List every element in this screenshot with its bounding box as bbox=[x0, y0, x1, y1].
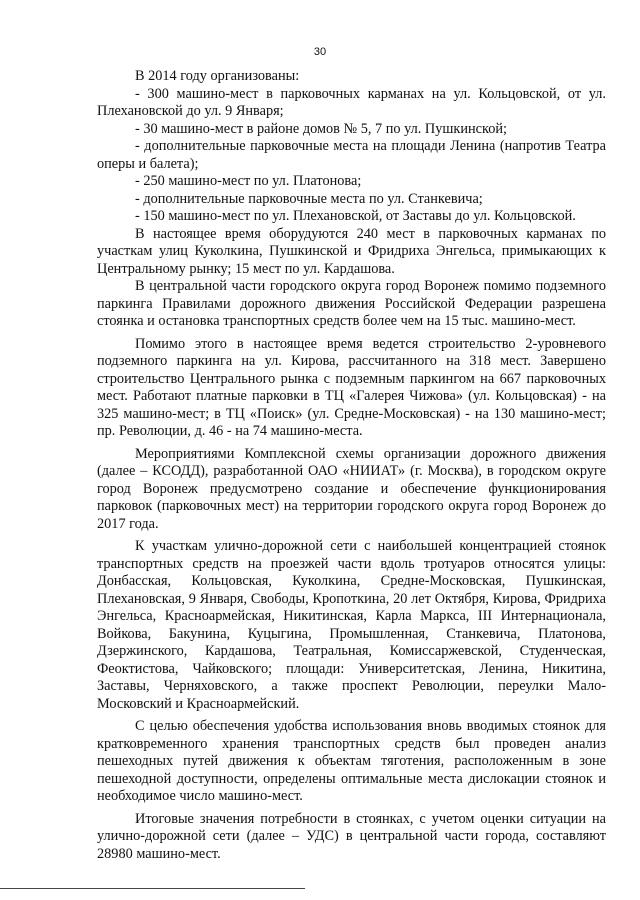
list-item: - 300 машино-мест в парковочных карманах на ул. Кольцовской, от ул. Плехановской до ул. 9 Января; bbox=[97, 85, 606, 119]
paragraph: В центральной части городского округа город Воронеж помимо подземного паркинга Правилами дорожного движения Российской Федерации разрешена стоянка и остановка транспортных средств более чем на 15 тыс. машино-мест. bbox=[97, 278, 606, 329]
paragraph: Итоговые значения потребности в стоянках, с учетом оценки ситуации на улично-дорожной сети (далее – УДС) в центральной части города, составляют 28980 машино-мест. bbox=[97, 810, 606, 862]
list-item: - дополнительные парковочные места на площади Ленина (напротив Театра оперы и балета); bbox=[97, 138, 606, 172]
list-item: - дополнительные парковочные места по ул. Станкевича; bbox=[135, 190, 483, 207]
page-number: 30 bbox=[313, 46, 327, 58]
paragraph: С целью обеспечения удобства использования вновь вводимых стоянок для кратковременного хранения транспортных средств был проведен анализ пешеходных путей движения к объектам тяготения, расположенным в зоне пешеходной доступности, определены оптимальные места дислокации стоянок и необходимое число машино-мест. bbox=[97, 718, 606, 804]
paragraph: К участкам улично-дорожной сети с наибольшей концентрацией стоянок транспортных средств на проезжей части вдоль тротуаров относятся улицы: Донбасская, Кольцовская, Куколкина, Средне-Московская, Пушкинская, Плехановская, 9 Января, Свободы, Кропоткина, 20 лет Октября, Кирова, Фридриха Энгельса, Красноармейская, Никитинская, Карла Маркса, III Интернационала, Войкова, Бакунина, Куцыгина, Промышленная, Станкевича, Платонова, Дзержинского, Кардашова, Театральная, Комиссаржевской, Студенческая, Феоктистова, Чайковского; площади: Университетская, Ленина, Никитина, Заставы, Черняховского, а также проспект Революции, переулки Мало-Московский и Красноармейский. bbox=[97, 538, 606, 712]
list-item: - 30 машино-мест в районе домов № 5, 7 по ул. Пушкинской; bbox=[135, 120, 507, 137]
footer-divider bbox=[0, 888, 305, 889]
paragraph: Помимо этого в настоящее время ведется строительство 2-уровневого подземного паркинга на ул. Кирова, рассчитанного на 318 мест. Завершено строительство Центрального рынка с подземным паркингом на 667 парковочных мест. Работают платные парковки в ТЦ «Галерея Чижова» (ул. Кольцовская) - на 325 машино-мест; в ТЦ «Поиск» (ул. Средне-Московская) - на 130 машино-мест; пр. Революции, д. 46 - на 74 машино-места. bbox=[97, 335, 606, 439]
paragraph: В настоящее время оборудуются 240 мест в парковочных карманах по участкам улиц Куколкина, Пушкинской и Фридриха Энгельса, примыкающих к Центральному рынку; 15 мест по ул. Кардашова. bbox=[97, 225, 606, 277]
list-item: - 250 машино-мест по ул. Платонова; bbox=[135, 173, 362, 189]
paragraph: Мероприятиями Комплексной схемы организации дорожного движения (далее – КСОДД), разработанной ОАО «НИИАТ» (г. Москва), в городском округе город Воронеж предусмотрено создание и обеспечение функционирования парковок (парковочных мест) на территории городского округа город Воронеж до 2017 года. bbox=[97, 445, 606, 532]
intro-line: В 2014 году организованы: bbox=[135, 68, 300, 84]
document-body bbox=[97, 68, 606, 863]
list-item: - 150 машино-мест по ул. Плехановской, от Заставы до ул. Кольцовской. bbox=[135, 208, 576, 224]
